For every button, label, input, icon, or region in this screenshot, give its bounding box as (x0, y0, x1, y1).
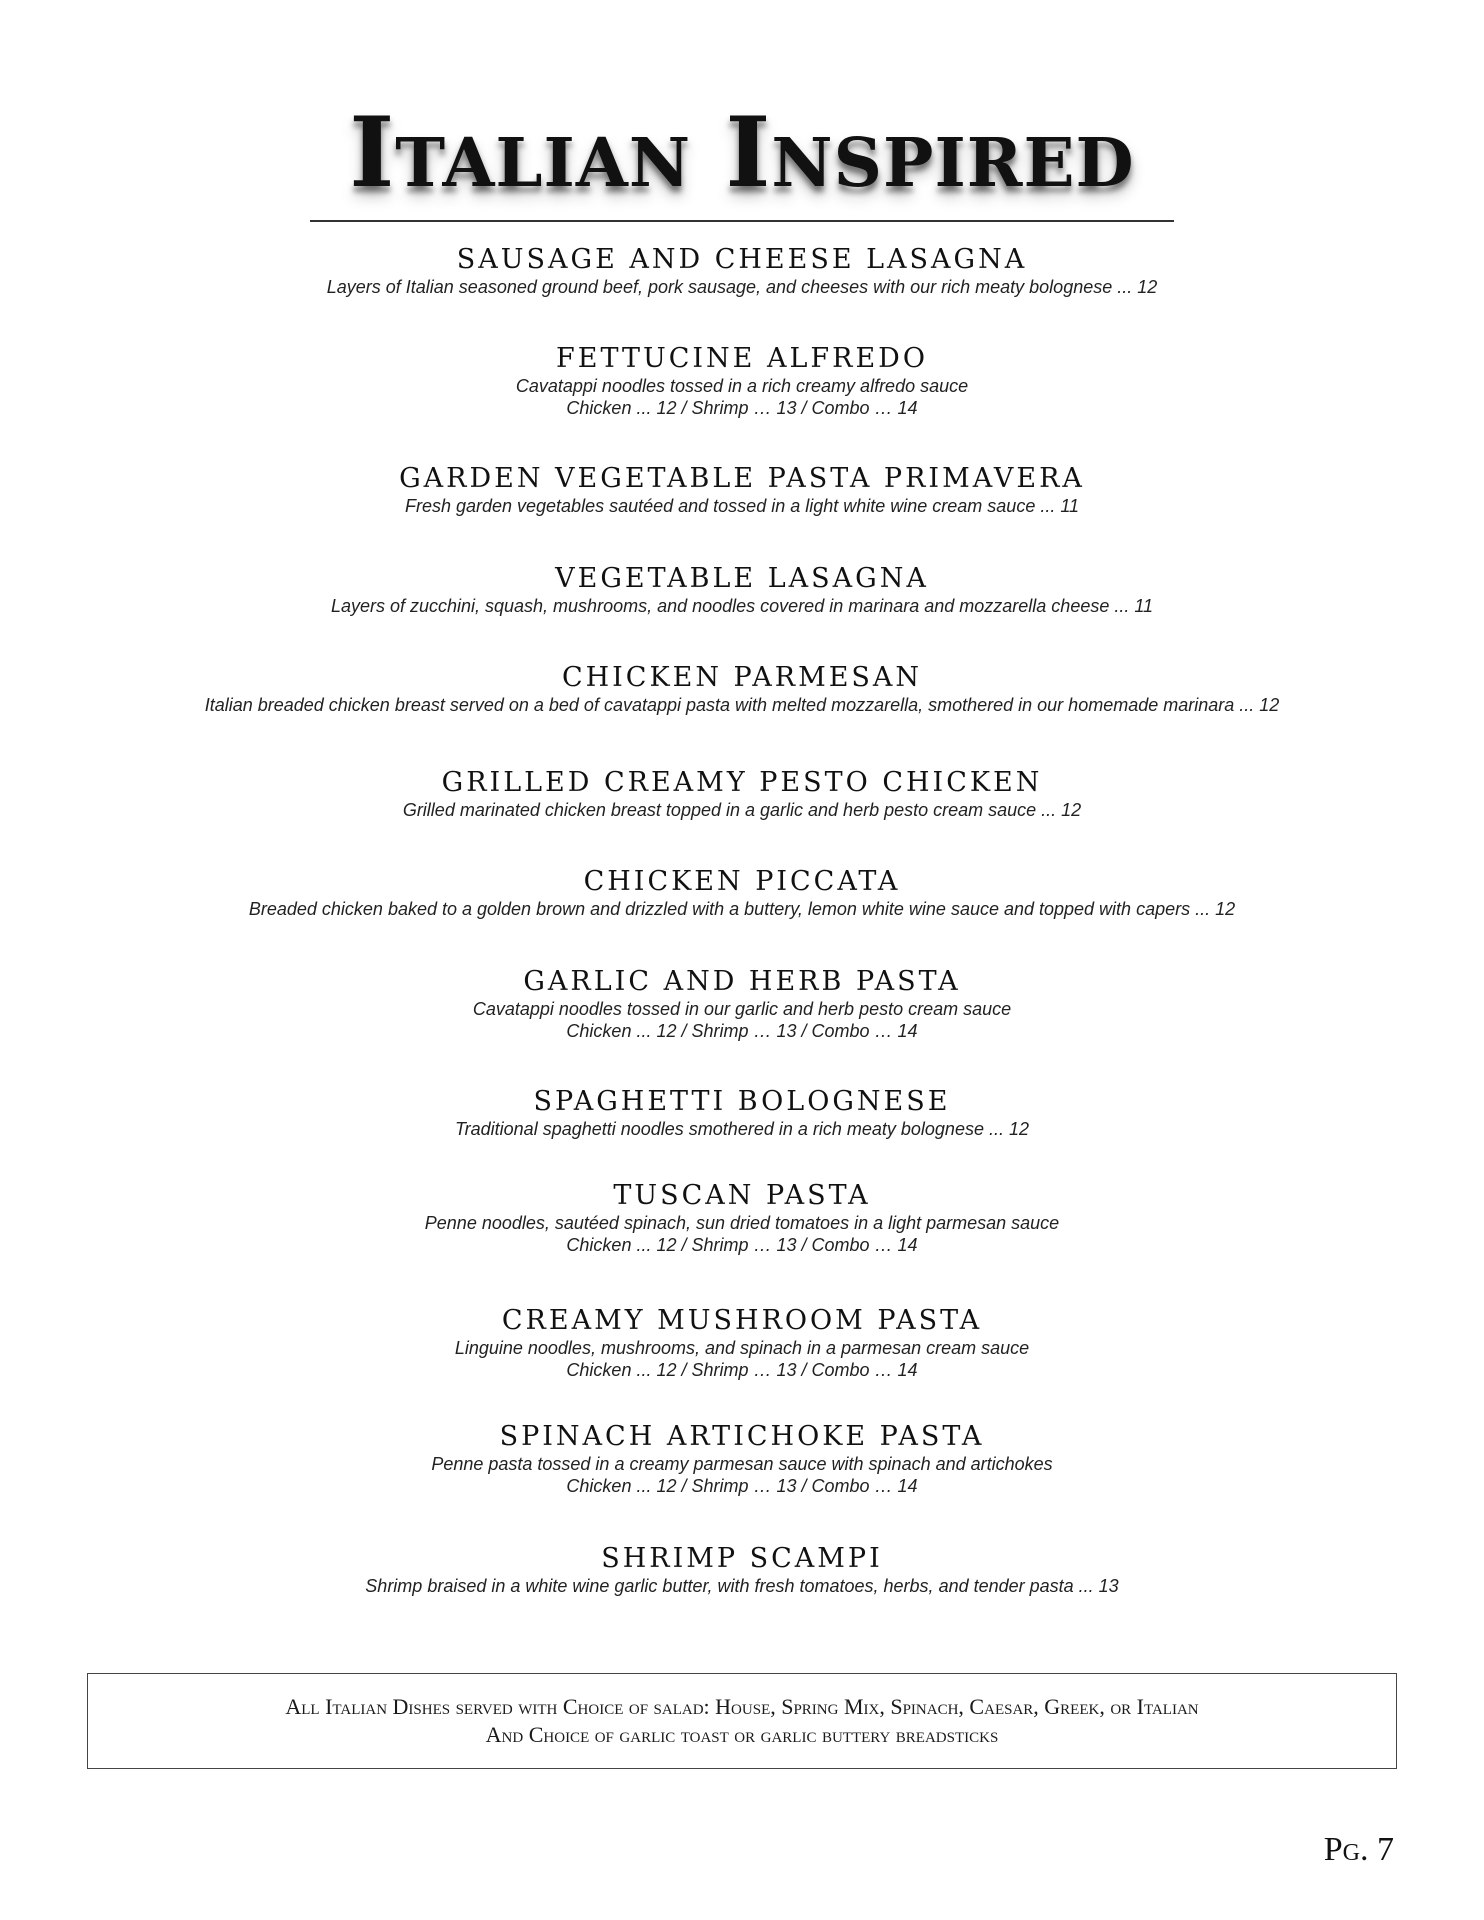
page-title: Italian Inspired (349, 96, 1135, 209)
menu-item-description: Cavatappi noodles tossed in our garlic and herb pesto cream sauce (472, 999, 1012, 1019)
sides-note-line: All Italian Dishes served with Choice of salad: House, Spring Mix, Spinach, Caesar, Greek, or Italian (285, 1694, 1199, 1719)
menu-item-name: GARDEN VEGETABLE PASTA PRIMAVERA (399, 463, 1085, 494)
menu-item (0, 244, 1484, 298)
menu-item-prices: Chicken ... 12 / Shrimp … 13 / Combo … 14 (566, 1021, 918, 1041)
menu-item-name: CHICKEN PARMESAN (561, 662, 923, 693)
page-number: Pg. 7 (1323, 1831, 1394, 1868)
menu-item (0, 1421, 1484, 1497)
menu-item-description: Shrimp braised in a white wine garlic butter, with fresh tomatoes, herbs, and tender pasta ... 13 (365, 1576, 1119, 1596)
menu-item-name: TUSCAN PASTA (613, 1180, 871, 1211)
menu-item (0, 1305, 1484, 1381)
menu-item (0, 662, 1484, 716)
menu-item-description: Grilled marinated chicken breast topped in a garlic and herb pesto cream sauce ... 12 (402, 800, 1082, 820)
menu-item (0, 767, 1484, 821)
menu-item (0, 966, 1484, 1042)
menu-list (0, 244, 1484, 1597)
menu-item-description: Penne noodles, sautéed spinach, sun dried tomatoes in a light parmesan sauce (424, 1213, 1060, 1233)
sides-note-line: And Choice of garlic toast or garlic buttery breadsticks (485, 1722, 999, 1747)
menu-item (0, 1180, 1484, 1256)
menu-item (0, 343, 1484, 419)
menu-item (0, 866, 1484, 920)
menu-item-name: GARLIC AND HERB PASTA (523, 966, 961, 997)
menu-item (0, 1086, 1484, 1140)
menu-item (0, 463, 1484, 517)
menu-item (0, 563, 1484, 617)
menu-item-name: CREAMY MUSHROOM PASTA (501, 1305, 983, 1336)
title-divider (310, 220, 1174, 222)
menu-item-description: Layers of zucchini, squash, mushrooms, and noodles covered in marinara and mozzarella cheese ... 11 (330, 596, 1154, 616)
menu-item-prices: Chicken ... 12 / Shrimp … 13 / Combo … 14 (566, 1360, 918, 1380)
menu-item-description: Layers of Italian seasoned ground beef, pork sausage, and cheeses with our rich meaty bolognese ... 12 (326, 277, 1158, 297)
menu-item-name: FETTUCINE ALFREDO (556, 343, 928, 374)
menu-item-name: VEGETABLE LASAGNA (555, 563, 929, 594)
menu-item-description: Italian breaded chicken breast served on a bed of cavatappi pasta with melted mozzarella, smothered in our homemade marinara ... 12 (204, 695, 1280, 715)
menu-item-name: SPAGHETTI BOLOGNESE (533, 1086, 951, 1117)
menu-item-description: Cavatappi noodles tossed in a rich creamy alfredo sauce (515, 376, 969, 396)
menu-item-prices: Chicken ... 12 / Shrimp … 13 / Combo … 14 (566, 1476, 918, 1496)
menu-item-description: Penne pasta tossed in a creamy parmesan sauce with spinach and artichokes (431, 1454, 1053, 1474)
menu-item-description: Fresh garden vegetables sautéed and tossed in a light white wine cream sauce ... 11 (404, 496, 1080, 516)
menu-item-name: SAUSAGE AND CHEESE LASAGNA (456, 244, 1028, 275)
menu-item-description: Breaded chicken baked to a golden brown and drizzled with a buttery, lemon white wine sauce and topped with capers ... 12 (248, 899, 1236, 919)
menu-item-name: CHICKEN PICCATA (583, 866, 901, 897)
menu-item-prices: Chicken ... 12 / Shrimp … 13 / Combo … 14 (566, 398, 918, 418)
sides-note-box (87, 1673, 1397, 1769)
menu-item-name: SPINACH ARTICHOKE PASTA (499, 1421, 985, 1452)
menu-item (0, 1543, 1484, 1597)
menu-item-description: Traditional spaghetti noodles smothered in a rich meaty bolognese ... 12 (454, 1119, 1029, 1139)
menu-item-name: GRILLED CREAMY PESTO CHICKEN (441, 767, 1043, 798)
menu-item-prices: Chicken ... 12 / Shrimp … 13 / Combo … 14 (566, 1235, 918, 1255)
menu-item-name: SHRIMP SCAMPI (601, 1543, 883, 1574)
menu-item-description: Linguine noodles, mushrooms, and spinach in a parmesan cream sauce (454, 1338, 1030, 1358)
